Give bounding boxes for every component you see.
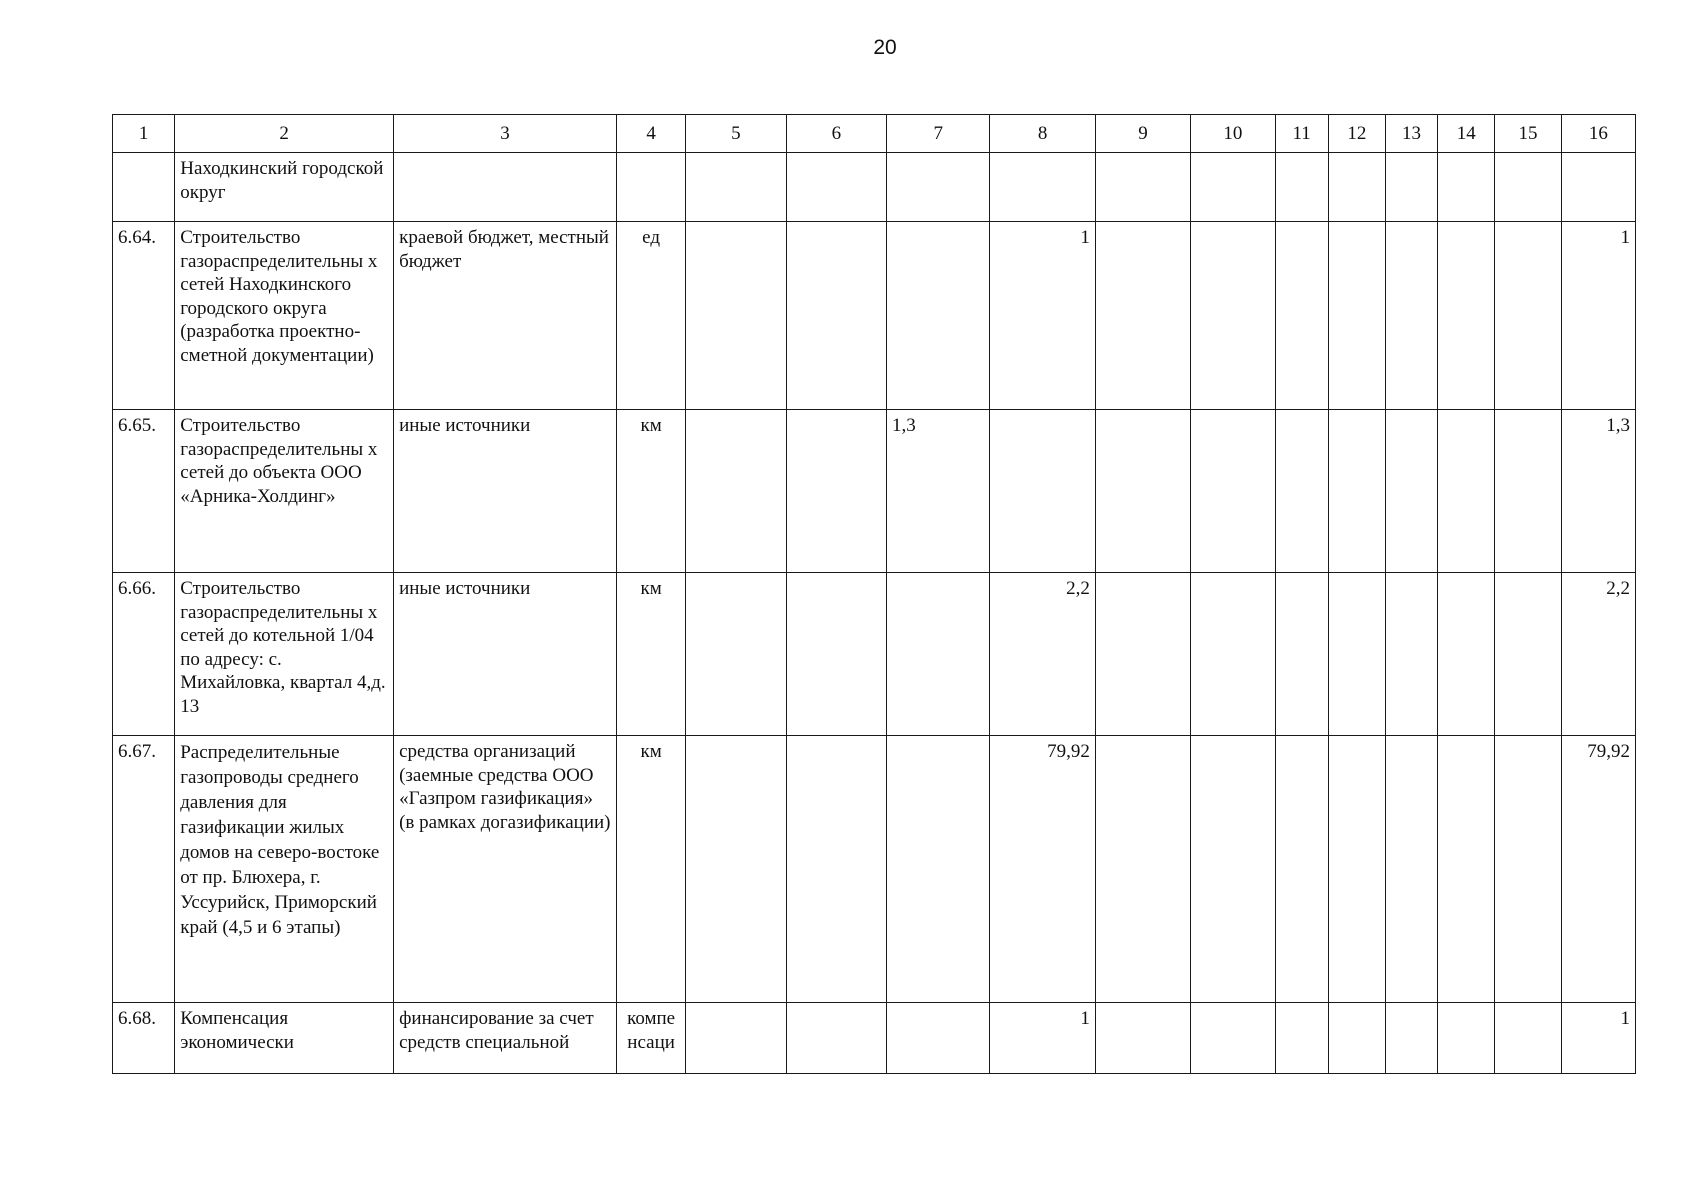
row-name: Строительство газораспределительны х сетей Находкинского городского округа (разработка проектно-сметной документации)	[175, 222, 394, 410]
table-cell	[686, 736, 786, 1003]
row-col16: 1,3	[1561, 410, 1635, 573]
row-name: Компенсация экономически	[175, 1003, 394, 1074]
column-header: 1	[113, 115, 175, 153]
row-source: иные источники	[394, 410, 617, 573]
table-cell	[1438, 573, 1495, 736]
program-table	[112, 114, 1636, 1074]
table-cell	[1191, 410, 1275, 573]
table-cell	[1561, 153, 1635, 222]
table-cell	[1495, 573, 1561, 736]
column-header: 12	[1328, 115, 1385, 153]
section-row	[113, 153, 1636, 222]
row-col7: 1,3	[887, 410, 990, 573]
row-source: финансирование за счет средств специальной	[394, 1003, 617, 1074]
column-header: 14	[1438, 115, 1495, 153]
table-cell	[1385, 222, 1437, 410]
table-row	[113, 736, 1636, 1003]
table-cell	[1095, 222, 1190, 410]
column-header: 9	[1095, 115, 1190, 153]
table-cell	[1275, 410, 1328, 573]
table-cell	[1275, 736, 1328, 1003]
table-cell	[786, 153, 886, 222]
table-cell	[113, 153, 175, 222]
row-col16: 2,2	[1561, 573, 1635, 736]
table-cell	[1438, 1003, 1495, 1074]
row-name: Строительство газораспределительны х сетей до объекта ООО «Арника-Холдинг»	[175, 410, 394, 573]
row-col8: 79,92	[990, 736, 1095, 1003]
column-header: 2	[175, 115, 394, 153]
column-header: 4	[616, 115, 685, 153]
row-col16: 1	[1561, 1003, 1635, 1074]
row-source: средства организаций (заемные средства ООО «Газпром газификация» (в рамках догазификации)	[394, 736, 617, 1003]
table-cell	[1438, 410, 1495, 573]
table-cell	[686, 222, 786, 410]
table-row	[113, 410, 1636, 573]
row-source: краевой бюджет, местный бюджет	[394, 222, 617, 410]
table-cell	[686, 153, 786, 222]
row-col16: 1	[1561, 222, 1635, 410]
column-header: 3	[394, 115, 617, 153]
table-cell	[1095, 410, 1190, 573]
row-name: Распределительные газопроводы среднего давления для газификации жилых домов на северо-востоке от пр. Блюхера, г. Уссурийск, Приморский край (4,5 и 6 этапы)	[175, 736, 394, 1003]
table-cell	[616, 153, 685, 222]
column-header: 10	[1191, 115, 1275, 153]
table-cell	[1385, 573, 1437, 736]
table-cell	[1095, 1003, 1190, 1074]
page-number: 20	[873, 36, 897, 59]
table-cell	[1438, 153, 1495, 222]
table-cell	[1275, 222, 1328, 410]
row-unit: компе нсаци	[616, 1003, 685, 1074]
row-col8: 1	[990, 222, 1095, 410]
table-cell	[1191, 153, 1275, 222]
row-col8: 2,2	[990, 573, 1095, 736]
table-cell	[1328, 736, 1385, 1003]
column-header: 16	[1561, 115, 1635, 153]
column-header: 13	[1385, 115, 1437, 153]
table-cell	[1495, 1003, 1561, 1074]
table-cell	[1095, 573, 1190, 736]
row-unit: км	[616, 573, 685, 736]
table-cell	[1495, 736, 1561, 1003]
table-cell	[1328, 410, 1385, 573]
table-cell	[394, 153, 617, 222]
row-col16: 79,92	[1561, 736, 1635, 1003]
table-cell	[1328, 573, 1385, 736]
column-header: 7	[887, 115, 990, 153]
table-cell	[1191, 736, 1275, 1003]
row-col7	[887, 573, 990, 736]
table-cell	[786, 736, 886, 1003]
column-header: 15	[1495, 115, 1561, 153]
row-col8	[990, 410, 1095, 573]
table-cell	[1328, 1003, 1385, 1074]
table-cell	[1438, 736, 1495, 1003]
column-number-row	[113, 115, 1636, 153]
table-cell	[1191, 1003, 1275, 1074]
table-cell	[1438, 222, 1495, 410]
table-cell	[786, 222, 886, 410]
row-code: 6.65.	[113, 410, 175, 573]
table-cell	[1275, 1003, 1328, 1074]
row-name: Строительство газораспределительны х сетей до котельной 1/04 по адресу: с. Михайловка, квартал 4,д. 13	[175, 573, 394, 736]
column-header: 6	[786, 115, 886, 153]
table-cell	[1275, 153, 1328, 222]
table-cell	[686, 573, 786, 736]
table-cell	[786, 410, 886, 573]
table-cell	[786, 573, 886, 736]
row-col8: 1	[990, 1003, 1095, 1074]
row-col7	[887, 1003, 990, 1074]
table-row	[113, 1003, 1636, 1074]
row-col7	[887, 222, 990, 410]
table-cell	[1328, 153, 1385, 222]
table-row	[113, 573, 1636, 736]
row-code: 6.68.	[113, 1003, 175, 1074]
table-cell	[1275, 573, 1328, 736]
table-row	[113, 222, 1636, 410]
table-cell	[1328, 222, 1385, 410]
table-cell	[686, 1003, 786, 1074]
table-cell	[1095, 153, 1190, 222]
column-header: 11	[1275, 115, 1328, 153]
table-cell	[786, 1003, 886, 1074]
table-cell	[1095, 736, 1190, 1003]
row-source: иные источники	[394, 573, 617, 736]
table-cell	[1385, 1003, 1437, 1074]
column-header: 8	[990, 115, 1095, 153]
table-cell	[686, 410, 786, 573]
table-cell	[1385, 736, 1437, 1003]
row-code: 6.67.	[113, 736, 175, 1003]
table-cell	[1495, 410, 1561, 573]
table-cell	[1495, 153, 1561, 222]
table-cell	[887, 153, 990, 222]
table-cell	[1191, 222, 1275, 410]
column-header: 5	[686, 115, 786, 153]
row-col7	[887, 736, 990, 1003]
table-cell	[1495, 222, 1561, 410]
row-code: 6.66.	[113, 573, 175, 736]
row-unit: км	[616, 736, 685, 1003]
row-code: 6.64.	[113, 222, 175, 410]
table-cell	[1191, 573, 1275, 736]
table-cell	[1385, 410, 1437, 573]
table-cell	[990, 153, 1095, 222]
row-unit: км	[616, 410, 685, 573]
row-unit: ед	[616, 222, 685, 410]
section-title: Находкинский городской округ	[175, 153, 394, 222]
table-cell	[1385, 153, 1437, 222]
